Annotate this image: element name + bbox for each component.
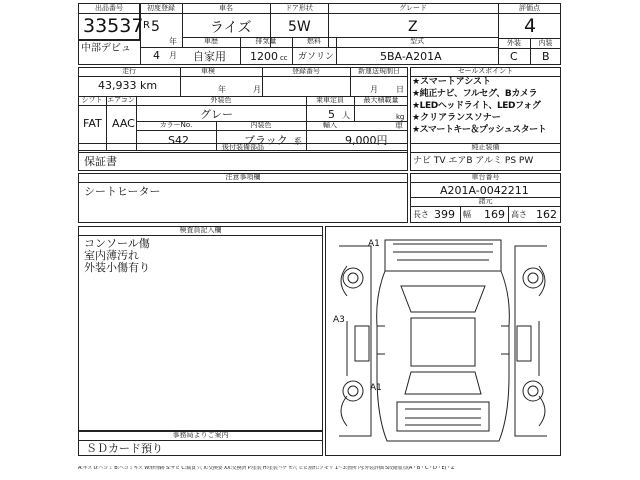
- ac: AAC: [112, 117, 135, 130]
- auction-number-label: 出品番号: [95, 4, 123, 12]
- office-label: 事務局よりご案内: [172, 431, 229, 439]
- aftermarket-label: 後付装備部品: [222, 143, 264, 151]
- doors: 5W: [288, 19, 311, 35]
- first-reg-label: 初度登録: [147, 4, 175, 12]
- interior-grade: B: [542, 50, 550, 63]
- aftermarket-value: 保証書: [84, 155, 117, 168]
- notes-label: 注意事項欄: [225, 173, 261, 181]
- sales-point-item: ★LEDヘッドライト、LEDフォグ: [412, 101, 541, 111]
- color-no-label: カラーNo.: [159, 121, 193, 129]
- recycle: 9,000円: [345, 134, 388, 147]
- equipment-label: 純正装備: [471, 143, 500, 151]
- height-value: 162: [536, 208, 557, 221]
- import-suffix: 車: [395, 121, 403, 130]
- grade: Z: [408, 19, 418, 35]
- insp-year-unit: 年: [218, 85, 226, 94]
- damage-mark: A3: [333, 315, 345, 325]
- displacement: 1200: [250, 50, 278, 63]
- inspector-label: 検査員記入欄: [179, 226, 222, 234]
- fuel-label: 燃料: [307, 37, 321, 45]
- displacement-unit: cc: [280, 54, 288, 62]
- plate-month-unit: 月: [370, 85, 378, 94]
- doors-label: ドア形状: [285, 4, 313, 12]
- auction-number: 33537: [83, 15, 144, 37]
- plate-month-label: 新運送規制日: [358, 67, 400, 75]
- model-label: 型式: [410, 37, 424, 45]
- reg-month: 4: [153, 49, 160, 62]
- plate-label: 登録番号: [292, 67, 320, 75]
- mileage: 43,933 km: [98, 79, 158, 92]
- length-label: 長さ: [413, 210, 429, 219]
- car-name-label: 車名: [219, 4, 233, 12]
- exterior-grade: C: [510, 50, 518, 63]
- car-name: ライズ: [210, 20, 252, 36]
- office-value: ＳＤカード預り: [86, 442, 163, 455]
- plate-day-unit: 日: [396, 85, 404, 94]
- score: 4: [524, 15, 537, 37]
- ac-label: エアコン: [107, 96, 135, 104]
- shift: FAT: [83, 117, 102, 130]
- sales-point-item: ★スマートアシスト: [412, 77, 491, 87]
- displacement-label: 排気量: [255, 37, 277, 45]
- ext-color: グレー: [200, 108, 233, 121]
- fuel: ガソリン: [298, 52, 335, 62]
- ext-color-label: 外装色: [210, 96, 232, 104]
- interior-label: 内装: [538, 39, 553, 47]
- seats-label: 乗車定員: [316, 96, 344, 104]
- width-value: 169: [484, 208, 505, 221]
- shift-label: シフト: [81, 96, 103, 104]
- width-label: 幅: [463, 210, 471, 219]
- load-label: 最大積載量: [363, 96, 399, 104]
- car-diagram: [325, 226, 561, 456]
- damage-mark: A1: [370, 383, 382, 393]
- model: 5BA-A201A: [380, 50, 442, 63]
- insp-month-unit: 月: [253, 85, 261, 94]
- notes-value: シートヒーター: [84, 185, 161, 198]
- sales-points-list: [412, 78, 560, 138]
- month-unit: 月: [169, 51, 177, 60]
- era-year: 5: [151, 19, 160, 35]
- load-unit: kg: [396, 113, 405, 121]
- damage-mark: A1: [368, 239, 380, 249]
- color-no: S42: [168, 134, 189, 147]
- year-unit: 年: [169, 37, 177, 46]
- int-color: ブラック: [244, 134, 288, 147]
- chassis-value: A201A-0042211: [440, 184, 529, 197]
- dims-label: 諸元: [478, 197, 493, 205]
- length-value: 399: [434, 208, 455, 221]
- equipment-value: ナビ TV エアB アルミ PS PW: [413, 156, 534, 166]
- mileage-label: 走行: [122, 67, 136, 75]
- era-prefix: R: [143, 20, 150, 31]
- sales-point-item: ★純正ナビ、フルセグ、Bカメラ: [412, 89, 538, 99]
- chassis-label: 車台番号: [471, 173, 500, 181]
- body-type-label: 車歴: [204, 37, 218, 45]
- debut-label: 中部デビュ: [81, 43, 131, 54]
- import-label: 輸入: [323, 121, 337, 129]
- int-color-label: 内装色: [250, 121, 272, 129]
- legend-text: A:キズ U:ヘコミ B:ヘコミキズ W:修理跡 S:サビ C:腐食 穴 X:交換要 XX:交換済 P:塗装 H:塗装ハゲ Y:穴 ヒビ割れ:クモリ 1〜3:箇所 内:外装評価 5段階加点(A・B・C・D・E)・Z: [78, 466, 455, 471]
- body-type: 自家用: [193, 50, 226, 63]
- seats-unit: 人: [342, 111, 350, 120]
- height-label: 高さ: [511, 210, 527, 219]
- inspection-label: 車検: [201, 67, 215, 75]
- inspector-line: コンソール傷: [84, 237, 150, 250]
- sales-point-item: ★スマートキー＆プッシュスタート: [412, 125, 547, 135]
- int-color-suffix: 系: [294, 137, 302, 146]
- exterior-label: 外装: [507, 39, 521, 47]
- grade-label: グレード: [399, 4, 427, 12]
- seats: 5: [328, 108, 335, 121]
- inspector-line: 外装小傷有り: [84, 261, 150, 274]
- sales-point-item: ★クリアランスソナー: [412, 113, 501, 123]
- sales-points-label: セールスポイント: [457, 67, 514, 75]
- score-label: 評価点: [519, 4, 540, 12]
- inspector-line: 室内薄汚れ: [84, 249, 139, 262]
